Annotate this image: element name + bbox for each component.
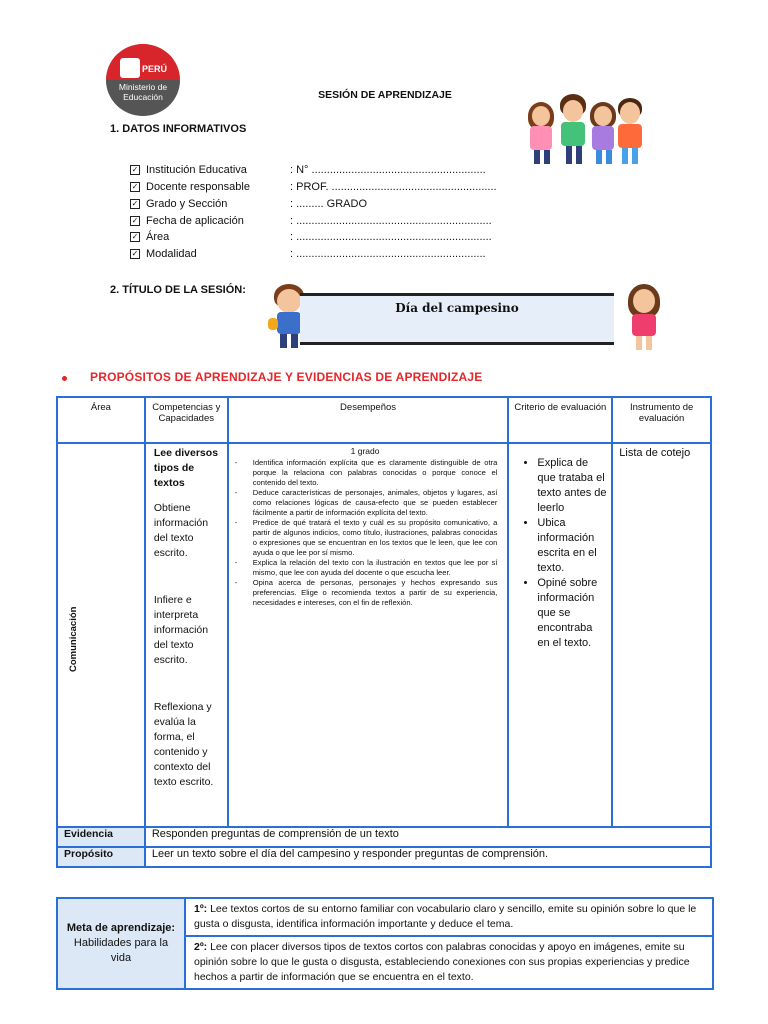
- info-row: [130, 215, 530, 232]
- grade-label: 1 grado: [350, 446, 380, 456]
- header-criterio: Criterio de evaluación: [508, 397, 612, 443]
- desempeno-item: - Opina acerca de personas, personajes y hechos expresando sus preferencias. Elige o recomienda textos a partir de su experiencia, necesidades e intereses, con el fin de reflexión.: [253, 578, 498, 608]
- meta-sublabel: Habilidades para la vida: [73, 937, 169, 964]
- criterio-item: • Ubica información escrita en el texto.: [537, 516, 607, 576]
- header-instrumento: Instrumento de evaluación: [612, 397, 711, 443]
- proposito-label: Propósito: [57, 847, 145, 867]
- meta-label-cell: [57, 898, 185, 989]
- info-value: : PROF. ......................................................: [290, 181, 497, 193]
- info-value: : ................................................................: [290, 231, 492, 243]
- checkbox-icon: ✓: [131, 216, 139, 225]
- checkbox-icon: ✓: [131, 182, 139, 191]
- desempenos-cell: [228, 443, 509, 827]
- checkbox-icon: ✓: [131, 199, 139, 208]
- info-row: [130, 248, 530, 265]
- area-cell: [57, 443, 145, 827]
- proposito-value: Leer un texto sobre el día del campesino y responder preguntas de comprensión.: [145, 847, 711, 867]
- propositos-heading: PROPÓSITOS DE APRENDIZAJE Y EVIDENCIAS DE APRENDIZAJE: [90, 370, 483, 384]
- info-label: Docente responsable: [146, 181, 250, 193]
- competencias-cell: [145, 443, 228, 827]
- desempeno-item: - Explica la relación del texto con la ilustración en textos que lee por sí mismo, que lee con ayuda del docente o que escucha leer.: [253, 558, 498, 578]
- info-value: : ......... GRADO: [290, 198, 368, 210]
- desempeno-item: - Predice de qué tratará el texto y cuál es su propósito comunicativo, a partir de algunos indicios, como título, ilustraciones, palabras conocidas o expresiones que se encuentran en los textos que le leen, que lee con ayuda o que lee por sí mismo.: [253, 518, 498, 558]
- meta-item-num: 2º:: [194, 941, 208, 953]
- info-row: [130, 198, 530, 215]
- info-label: Institución Educativa: [146, 164, 247, 176]
- checkbox-icon: ✓: [131, 232, 139, 241]
- children-group-illustration: [520, 92, 650, 170]
- checkbox-icon: ✓: [131, 165, 139, 174]
- header-area: Área: [57, 397, 145, 443]
- evidencia-value: Responden preguntas de comprensión de un texto: [145, 827, 711, 847]
- titulo-heading: 2. TÍTULO DE LA SESIÓN:: [110, 284, 246, 296]
- bullet-icon: [62, 376, 67, 381]
- meta-item-text: Lee textos cortos de su entorno familiar con vocabulario claro y sencillo, emite su opinión sobre lo que le gusta o disgusta, identifica información importante y deduce el tema.: [194, 903, 697, 930]
- info-row: [130, 164, 530, 181]
- meta-item: [185, 898, 713, 936]
- logo-country: PERÚ: [142, 64, 168, 74]
- info-label: Fecha de aplicación: [146, 215, 244, 227]
- area-label: Comunicación: [68, 606, 79, 672]
- meta-item-text: Lee con placer diversos tipos de textos cortos con palabras conocidas y apoyo en imágenes, emite su opinión sobre lo que le gusta o disgusta, estableciendo conexiones con sus propias experiencias y predice hechos a partir de información que se encuentra en el texto.: [194, 941, 690, 983]
- info-label: Modalidad: [146, 248, 197, 260]
- info-label: Área: [146, 231, 170, 243]
- info-label: Grado y Sección: [146, 198, 228, 210]
- header-desempenos: Desempeños: [228, 397, 509, 443]
- header-competencias: Competencias y Capacidades: [145, 397, 228, 443]
- meta-item-num: 1º:: [194, 903, 208, 915]
- checkbox-icon: ✓: [131, 249, 139, 258]
- capacidad: Obtiene información del texto escrito.: [153, 502, 209, 559]
- desempeno-item: - Deduce características de personajes, animales, objetos y lugares, así como relaciones lógicas de causa-efecto que se pueden establecer fácilmente a partir de información explícita del texto.: [253, 488, 498, 518]
- criterio-item: • Opiné sobre información que se encontraba en el texto.: [537, 576, 607, 651]
- info-value: : ................................................................: [290, 215, 492, 227]
- evidencia-label: Evidencia: [57, 827, 145, 847]
- info-value: : N° .........................................................: [290, 164, 486, 176]
- info-value: : ..............................................................: [290, 248, 486, 260]
- capacidad: Infiere e interpreta información del texto escrito.: [153, 594, 209, 666]
- girl-illustration: [624, 284, 666, 354]
- learning-table: [56, 396, 712, 868]
- meta-item: [185, 936, 713, 989]
- page-title: SESIÓN DE APRENDIZAJE: [318, 89, 452, 101]
- datos-heading: 1. DATOS INFORMATIVOS: [110, 123, 247, 135]
- ministry-logo: [106, 44, 180, 116]
- session-title-box: [300, 293, 614, 345]
- criterio-cell: [508, 443, 612, 827]
- meta-table: [56, 897, 714, 990]
- desempeno-item: - Identifica información explícita que es claramente distinguible de otra porque la relaciona con palabras conocidas o porque conoce el contenido del texto.: [253, 458, 498, 488]
- competencia-title: Lee diversos tipos de textos: [153, 447, 219, 489]
- instrumento-cell: Lista de cotejo: [612, 443, 711, 827]
- info-row: [130, 181, 530, 198]
- coat-of-arms-icon: [120, 58, 140, 78]
- capacidad: Reflexiona y evalúa la forma, el contenido y contexto del texto escrito.: [153, 701, 214, 788]
- session-title: Día del campesino: [395, 301, 519, 315]
- criterio-item: • Explica de que trataba el texto antes de leerlo: [537, 456, 607, 516]
- info-row: [130, 231, 530, 248]
- meta-label: Meta de aprendizaje:: [66, 922, 176, 934]
- logo-ministry: Ministerio de Educación: [118, 82, 168, 102]
